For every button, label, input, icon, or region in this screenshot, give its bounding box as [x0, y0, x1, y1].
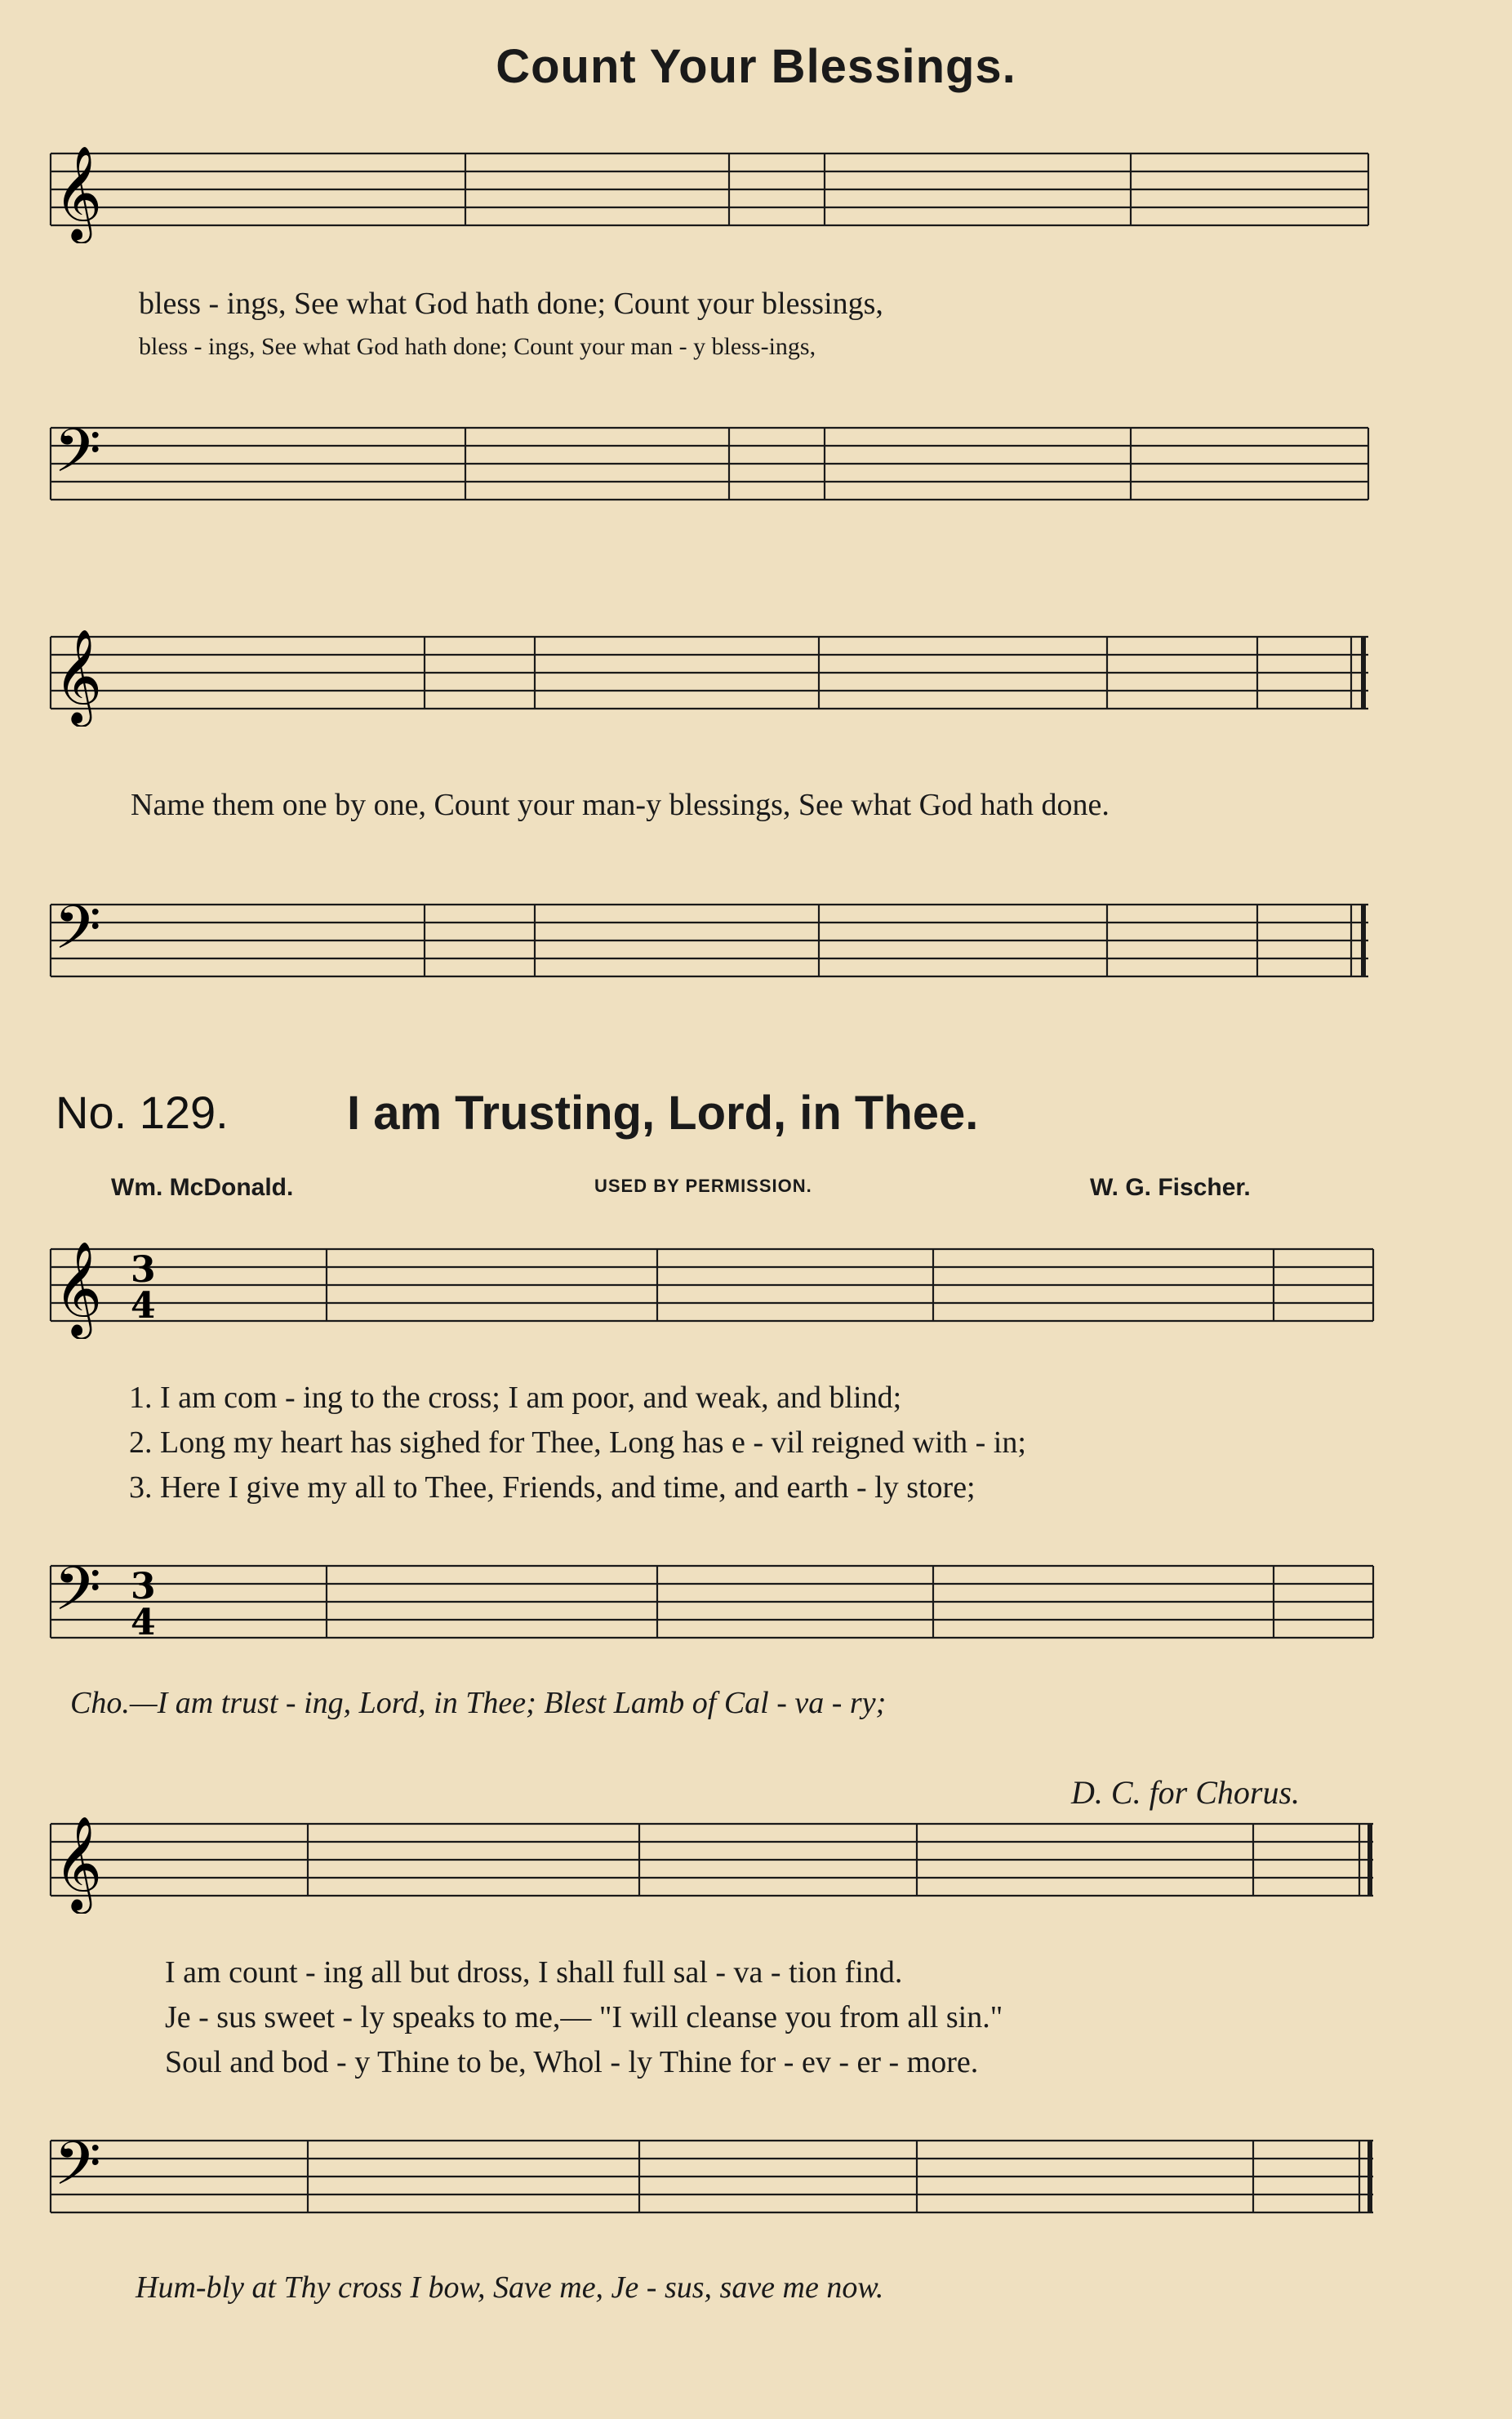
verse-2-line-1: 2. Long my heart has sighed for Thee, Long has e - vil reigned with - in; — [129, 1425, 1026, 1460]
verse-1-line-2: I am count - ing all but dross, I shall full sal - va - tion find. — [165, 1955, 903, 1990]
lyricist-credit: Wm. McDonald. — [111, 1174, 294, 1201]
verse-3-line-2: Soul and bod - y Thine to be, Whol - ly Thine for - ev - er - more. — [165, 2045, 979, 2079]
bass-staff-system-1 — [0, 420, 1512, 518]
lyric-line: bless - ings, See what God hath done; Count your blessings, — [139, 287, 883, 321]
svg-text:𝄞: 𝄞 — [54, 629, 103, 723]
hymn-title-count-your-blessings: Count Your Blessings. — [496, 40, 1016, 93]
svg-text:𝄞: 𝄞 — [54, 1816, 103, 1910]
hymn-title-i-am-trusting: I am Trusting, Lord, in Thee. — [347, 1087, 979, 1140]
chorus-line-1: Cho.—I am trust - ing, Lord, in Thee; Blest Lamb of Cal - va - ry; — [70, 1686, 887, 1720]
svg-text:𝄞: 𝄞 — [54, 1241, 103, 1336]
svg-text:3: 3 — [131, 1249, 156, 1291]
bass-staff-system-4 — [0, 2132, 1512, 2230]
svg-text:𝄢: 𝄢 — [54, 896, 101, 978]
composer-credit: W. G. Fischer. — [1090, 1174, 1251, 1201]
treble-staff-system-2 — [0, 629, 1512, 727]
svg-text:𝄢: 𝄢 — [54, 1558, 101, 1639]
svg-text:𝄞: 𝄞 — [54, 145, 103, 240]
treble-staff-system-4 — [0, 1816, 1512, 1914]
treble-staff-system-3 — [0, 1241, 1512, 1339]
verse-2-line-2: Je - sus sweet - ly speaks to me,— "I will cleanse you from all sin." — [165, 2000, 1003, 2034]
da-capo-marking: D. C. for Chorus. — [1071, 1774, 1301, 1811]
treble-staff-system-1 — [0, 145, 1512, 243]
verse-3-line-1: 3. Here I give my all to Thee, Friends, and time, and earth - ly store; — [129, 1470, 976, 1505]
svg-text:4: 4 — [131, 1602, 156, 1643]
bass-staff-system-2 — [0, 896, 1512, 994]
svg-text:3: 3 — [131, 1566, 156, 1607]
chorus-line-2: Hum-bly at Thy cross I bow, Save me, Je - sus, save me now. — [136, 2270, 884, 2305]
svg-text:𝄢: 𝄢 — [54, 2132, 101, 2214]
verse-1-line-1: 1. I am com - ing to the cross; I am poor, and weak, and blind; — [129, 1381, 902, 1415]
bass-staff-system-3 — [0, 1558, 1512, 1656]
lyric-line: Name them one by one, Count your man-y blessings, See what God hath done. — [131, 788, 1110, 822]
lyric-line-alto: bless - ings, See what God hath done; Count your man - y bless-ings, — [139, 333, 816, 360]
permission-note: USED BY PERMISSION. — [594, 1176, 812, 1196]
svg-text:𝄢: 𝄢 — [54, 420, 101, 501]
hymn-number: No. 129. — [56, 1087, 229, 1138]
svg-text:4: 4 — [131, 1285, 156, 1327]
